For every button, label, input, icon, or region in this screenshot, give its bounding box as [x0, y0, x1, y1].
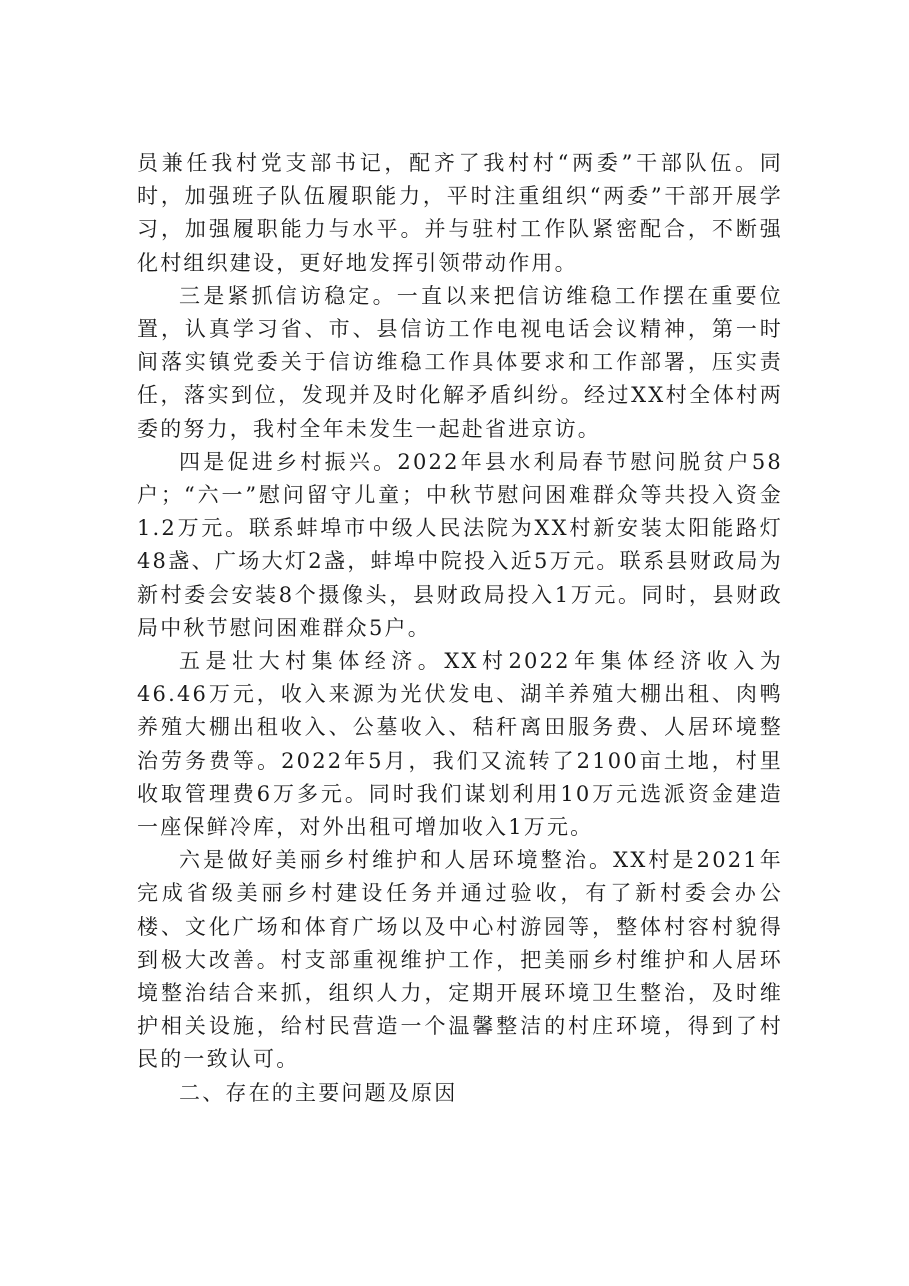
paragraph-collective-economy: 五是壮大村集体经济。XX村2022年集体经济收入为46.46万元，收入来源为光伏发电、湖羊养殖大棚出租、肉鸭养殖大棚出租收入、公墓收入、秸秆离田服务费、人居环境整治劳务费等。2022年5月，我们又流转了2100亩土地，村里收取管理费6万多元。同时我们谋划利用10万元选派资金建造一座保鲜冷库，对外出租可增加收入1万元。: [137, 649, 783, 840]
paragraph-beautiful-village: 六是做好美丽乡村维护和人居环境整治。XX村是2021年完成省级美丽乡村建设任务并通过验收，有了新村委会办公楼、文化广场和体育广场以及中心村游园等，整体村容村貌得到极大改善。村支部重视维护工作，把美丽乡村维护和人居环境整治结合来抓，组织人力，定期开展环境卫生整治，及时维护相关设施，给村民营造一个温馨整洁的村庄环境，得到了村民的一致认可。: [137, 848, 783, 1072]
section-heading-problems: 二、存在的主要问题及原因: [179, 1080, 458, 1105]
paragraph-continuation: 员兼任我村党支部书记，配齐了我村村“两委”干部队伍。同时，加强班子队伍履职能力，平时注重组织“两委”干部开展学习，加强履职能力与水平。并与驻村工作队紧密配合，不断强化村组织建设，更好地发挥引领带动作用。: [137, 151, 783, 275]
paragraph-rural-revitalization: 四是促进乡村振兴。2022年县水利局春节慰问脱贫户58户；“六一”慰问留守儿童；中秋节慰问困难群众等共投入资金1.2万元。联系蚌埠市中级人民法院为XX村新安装太阳能路灯48盏、广场大灯2盏，蚌埠中院投入近5万元。联系县财政局为新村委会安装8个摄像头，县财政局投入1万元。同时，县财政局中秋节慰问困难群众5户。: [137, 449, 783, 640]
paragraph-petition-stability: 三是紧抓信访稳定。一直以来把信访维稳工作摆在重要位置，认真学习省、市、县信访工作电视电话会议精神，第一时间落实镇党委关于信访维稳工作具体要求和工作部署，压实责任，落实到位，发现并及时化解矛盾纠纷。经过XX村全体村两委的努力，我村全年未发生一起赴省进京访。: [137, 283, 783, 441]
document-body: [137, 147, 783, 1110]
